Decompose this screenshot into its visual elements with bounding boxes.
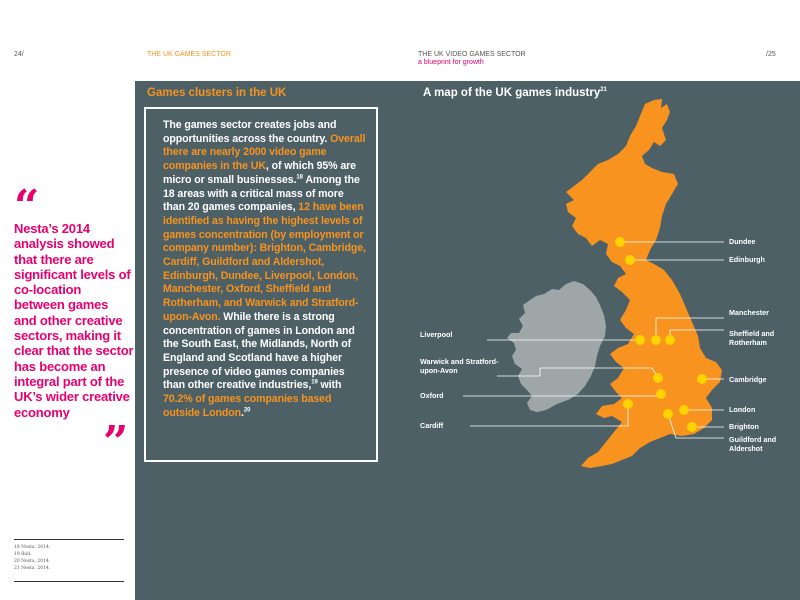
highlight-company-count: Overall there are nearly 2000 video game companies in the UK bbox=[163, 132, 366, 173]
footnote-divider-top bbox=[14, 539, 124, 540]
report-subtitle: a blueprint for growth bbox=[418, 59, 484, 66]
uk-map bbox=[135, 81, 800, 600]
great-britain-shape bbox=[566, 99, 722, 468]
footnotes bbox=[14, 544, 50, 572]
label-liverpool: Liverpool bbox=[420, 330, 453, 339]
highlight-outside-london: 70.2% of games companies based outside London bbox=[163, 393, 332, 419]
dot-dundee bbox=[615, 237, 625, 247]
body-sentence-1: The games sector creates jobs and opportunities across the country. bbox=[163, 119, 337, 145]
label-cambridge: Cambridge bbox=[729, 375, 767, 384]
body-sentence-2: , of which 95% are micro or small businesses. bbox=[163, 160, 356, 186]
label-cardiff: Cardiff bbox=[420, 421, 444, 430]
label-manchester: Manchester bbox=[729, 308, 769, 317]
footnote-18: 18 Nesta, 2014. bbox=[14, 545, 51, 550]
label-sheffield: Sheffield and Rotherham bbox=[729, 329, 775, 347]
label-london: London bbox=[729, 405, 756, 414]
dot-guildford bbox=[663, 409, 673, 419]
ireland-shape bbox=[507, 281, 606, 412]
map-heading-footnote-ref: 21 bbox=[600, 87, 607, 94]
left-page-number: 24/ bbox=[14, 51, 24, 58]
clusters-heading: Games clusters in the UK bbox=[147, 87, 287, 99]
close-quote-mark: ” bbox=[103, 417, 129, 468]
dot-sheffield bbox=[665, 335, 675, 345]
open-quote-mark: “ bbox=[14, 181, 40, 232]
highlight-clusters: 12 have been identified as having the highest levels of games concentration (by employment or company number): Brighton, Cambridge, Cardiff, Guildford and Aldershot, Edinburgh, Dundee, Liverpool, London, Manchester, Oxford, Sheffield and Rotherham, and Warwick and Stratford-upon-Avon. bbox=[163, 201, 366, 323]
dot-oxford bbox=[656, 389, 666, 399]
label-warwick: Warwick and Stratford-upon-Avon bbox=[420, 357, 499, 375]
dot-liverpool bbox=[635, 335, 645, 345]
label-guildford: Guildford and Aldershot bbox=[729, 435, 777, 453]
label-dundee: Dundee bbox=[729, 237, 756, 246]
pull-quote: Nesta’s 2014 analysis showed that there are significant levels of co-location between games and other creative sectors, making it clear that the sector has become an integral part of the UK’s wider creative economy bbox=[14, 221, 134, 420]
label-brighton: Brighton bbox=[729, 422, 759, 431]
dot-cardiff bbox=[623, 399, 633, 409]
map-heading-text: A map of the UK games industry bbox=[423, 87, 601, 99]
left-section-title: THE UK GAMES SECTOR bbox=[147, 51, 231, 58]
footnote-19: 19 Ibid. bbox=[14, 552, 32, 557]
footnote-20: 20 Nesta, 2014. bbox=[14, 559, 51, 564]
label-edinburgh: Edinburgh bbox=[729, 255, 765, 264]
right-page-number: /25 bbox=[766, 51, 776, 58]
footnote-ref-20: 20 bbox=[243, 407, 251, 414]
footnote-ref-18: 18 bbox=[296, 174, 303, 181]
footnote-divider-bottom bbox=[14, 581, 124, 582]
report-title: THE UK VIDEO GAMES SECTOR bbox=[418, 51, 526, 58]
dot-edinburgh bbox=[625, 255, 635, 265]
footnote-21: 21 Nesta, 2014. bbox=[14, 566, 51, 571]
dot-brighton bbox=[687, 422, 697, 432]
dot-warwick bbox=[653, 373, 663, 383]
body-sentence-6: . bbox=[241, 406, 244, 419]
dot-manchester bbox=[651, 335, 661, 345]
body-sentence-5: with bbox=[317, 379, 342, 392]
dot-london bbox=[679, 405, 689, 415]
right-section-title bbox=[418, 51, 526, 67]
body-sentence-4: While there is a strong concentration of games in London and the South East, the Midlands, North of England and Scotland have a higher presence of video games companies than other creative industries, bbox=[163, 310, 355, 392]
label-oxford: Oxford bbox=[420, 391, 444, 400]
footnote-ref-19: 19 bbox=[311, 379, 318, 386]
dot-cambridge bbox=[697, 374, 707, 384]
body-sentence-3: Among the 18 areas with a critical mass of more than 20 games companies, bbox=[163, 173, 360, 214]
